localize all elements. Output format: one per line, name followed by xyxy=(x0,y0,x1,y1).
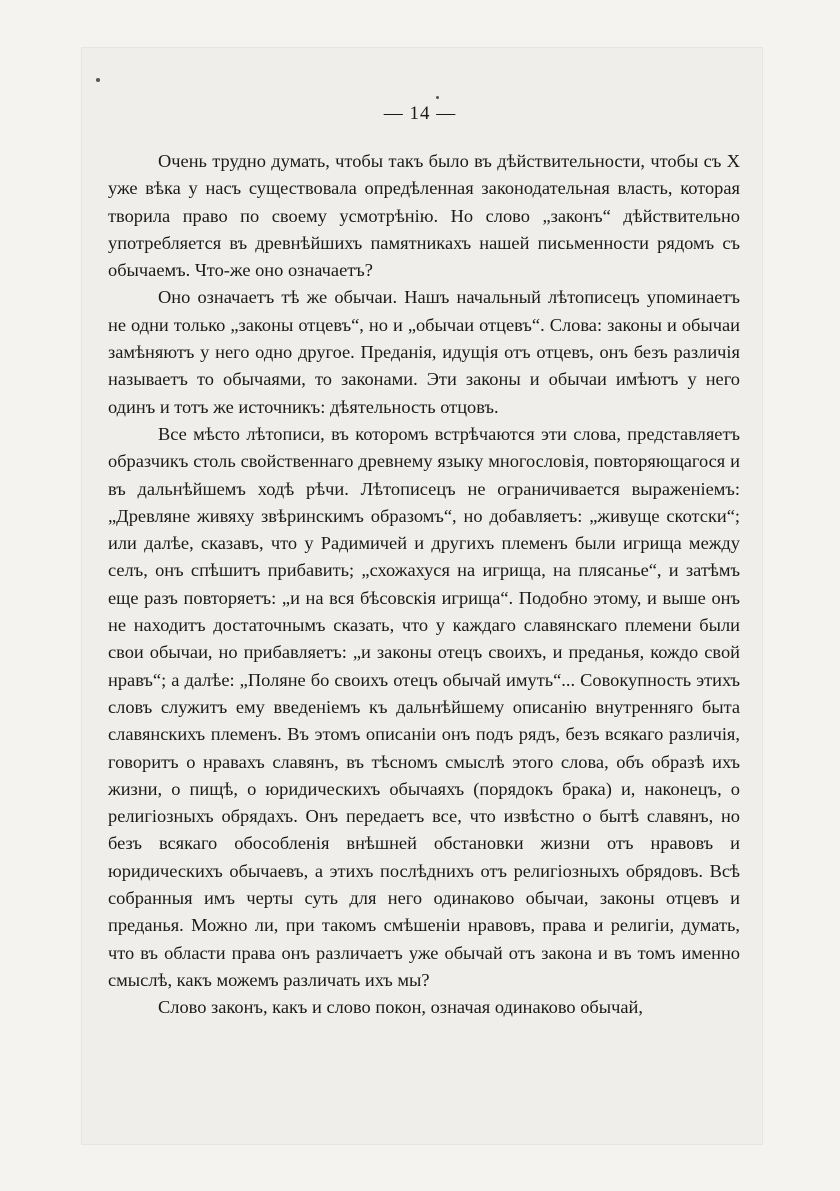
ink-speck xyxy=(436,96,439,99)
body-text xyxy=(108,148,740,1022)
ink-speck xyxy=(96,78,100,82)
paragraph-2: Оно означаетъ тѣ же обычаи. Нашъ начальный лѣтописецъ упоминаетъ не одни только „законы отцевъ“, но и „обычаи отцевъ“. Слова: законы и обычаи замѣняютъ у него одно другое. Преданія, идущія отъ отцевъ, онъ безъ различія называетъ то обычаями, то законами. Эти законы и обычаи имѣютъ у него одинъ и тотъ же источникъ: дѣятельность отцовъ. xyxy=(108,287,740,417)
paragraph-1: Очень трудно думать, чтобы такъ было въ дѣйствительности, чтобы съ X уже вѣка у насъ существовала опредѣленная законодательная власть, которая творила право по своему усмотрѣнію. Но слово „законъ“ дѣйствительно употребляется въ древнѣйшихъ памятникахъ нашей письменности рядомъ съ обычаемъ. Что-же оно означаетъ? xyxy=(108,151,740,281)
page-number: — 14 — xyxy=(383,103,457,124)
paragraph-4: Слово законъ, какъ и слово покон, означая одинаково обычай, xyxy=(158,997,643,1018)
paragraph-3: Все мѣсто лѣтописи, въ которомъ встрѣчаются эти слова, представляетъ образчикъ столь свойственнаго древнему языку многословія, повторяющагося и въ дальнѣйшемъ ходѣ рѣчи. Лѣтописецъ не ограничивается выраженіемъ: „Древляне живяху звѣринскимъ образомъ“, но добавляетъ: „живуще скотски“; или далѣе, сказавъ, что у Радимичей и другихъ племенъ были игрища между селъ, онъ спѣшитъ прибавить; „схожахуся на игрища, на плясанье“, и затѣмъ еще разъ повторяетъ: „и на вся бѣсовскія игрища“. Подобно этому, и выше онъ не находитъ достаточнымъ сказать, что у каждаго славянскаго племени были свои обычаи, но прибавляетъ: „и законы отецъ своихъ, и преданья, кождо свой нравъ“; а далѣе: „Поляне бо своихъ отецъ обычай имуть“... Совокупность этихъ словъ служитъ ему введеніемъ къ дальнѣйшему описанію внутренняго быта славянскихъ племенъ. Въ этомъ описаніи онъ подъ рядъ, безъ всякаго различія, говоритъ о нравахъ славянъ, въ тѣсномъ смыслѣ этого слова, объ образѣ ихъ жизни, о пищѣ, о юридическихъ обычаяхъ (порядокъ брака) и, наконецъ, о религіозныхъ обрядахъ. Онъ передаетъ все, что извѣстно о бытѣ славянъ, но безъ всякаго обособленія внѣшней обстановки жизни отъ нравовъ и юридическихъ обычаевъ, а этихъ послѣднихъ отъ религіозныхъ обрядовъ. Всѣ собранныя имъ черты суть для него одинаково обычаи, законы отцевъ и преданья. Можно ли, при такомъ смѣшеніи нравовъ, права и религіи, думать, что въ области права онъ различаетъ уже обычай отъ закона и въ томъ именно смыслѣ, какъ можемъ различать ихъ мы? xyxy=(108,423,740,990)
